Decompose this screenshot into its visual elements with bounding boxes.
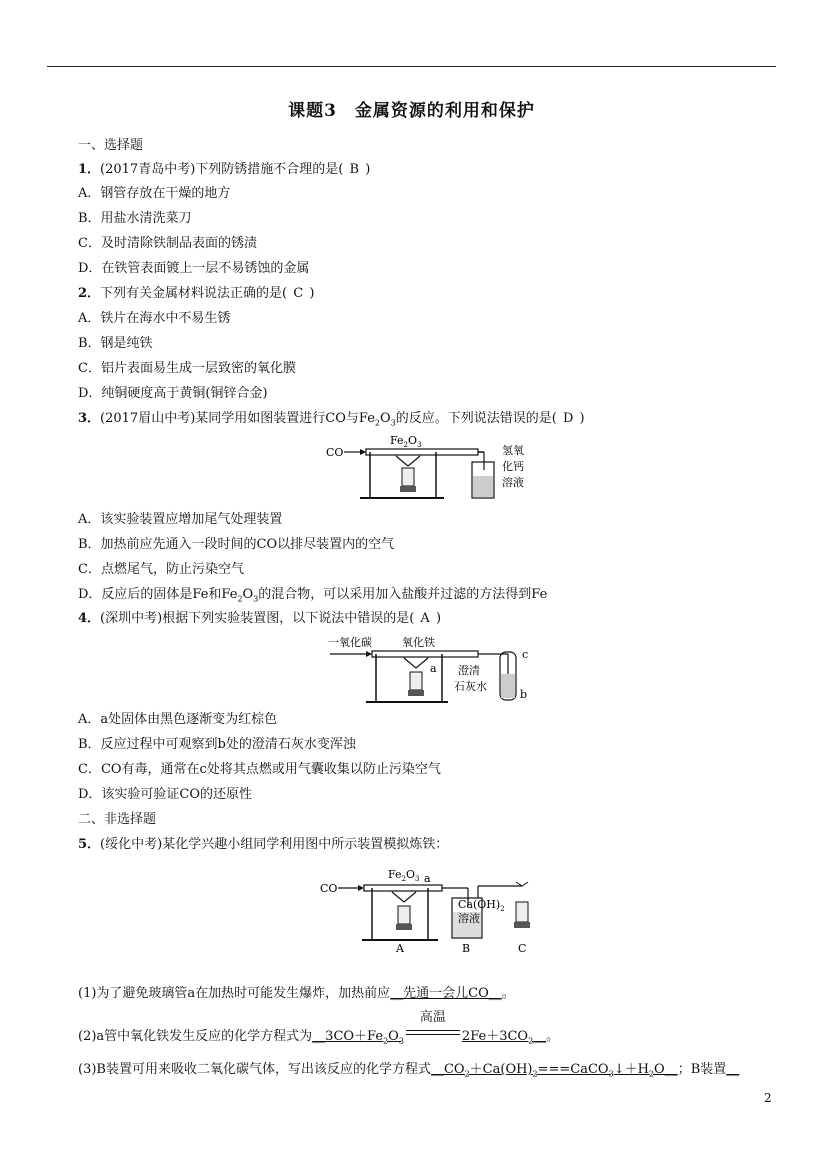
svg-text:Fe2O3: $Fe_2O_3$ <box>388 868 420 883</box>
paren-close: ) <box>579 411 585 426</box>
paren-close: ) <box>435 611 442 626</box>
question-stem: 下列有关金属材料说法正确的是( <box>100 286 288 301</box>
question-number: 2． <box>78 286 101 301</box>
option-a: A．钢管存放在干燥的地方 <box>78 186 231 201</box>
answer-equation: $\_\_CO_2+Ca(OH)_2===CaCO_3↓+H_2O\_\_$ <box>430 1062 678 1079</box>
q5-part-2: (2)a管中氧化铁发生反应的化学方程式为$\_\_3CO+Fe_2O_3$ 高温 $2Fe+3CO_2\_\_$。 <box>78 1010 560 1046</box>
svg-text:澄清: 澄清 <box>458 664 480 677</box>
answer: A <box>420 611 430 626</box>
section-heading-choice: 一、选择题 <box>78 138 144 153</box>
question-stem: (绥化中考)某化学兴趣小组同学利用图中所示装置模拟炼铁： <box>100 837 449 852</box>
svg-text:CO: CO <box>320 882 338 895</box>
svg-text:氢氧: 氢氧 <box>502 444 524 457</box>
question-number: 1． <box>78 162 101 177</box>
header-rule <box>47 66 776 67</box>
paren-close: ) <box>365 162 371 177</box>
option-b: B．钢是纯铁 <box>78 336 153 351</box>
option-c: C．铝片表面易生成一层致密的氧化膜 <box>78 361 296 376</box>
question-number: 3． <box>78 411 101 426</box>
paren-close: ) <box>309 286 315 301</box>
option-c: C．点燃尾气，防止污染空气 <box>78 562 244 577</box>
question-number: 4． <box>78 611 101 626</box>
question-2 <box>78 286 314 302</box>
question-3: 3．(2017眉山中考)某同学用如图装置进行CO与$Fe_2O_3$的反应。下列说法错误的是( D ) <box>78 411 585 428</box>
option-b: B．用盐水清洗菜刀 <box>78 211 192 226</box>
option-a: A．a处固体由黑色逐渐变为红棕色 <box>78 712 278 727</box>
svg-text:溶液: 溶液 <box>502 476 524 489</box>
svg-text:B: B <box>462 942 471 954</box>
svg-text:化钙: 化钙 <box>502 460 524 473</box>
svg-text:溶液: 溶液 <box>458 912 480 925</box>
question-stem: (2017青岛中考)下列防锈措施不合理的是( <box>100 162 344 177</box>
option-d: D．反应后的固体是Fe和$Fe_2O_3$的混合物，可以采用加入盐酸并过滤的方法得到Fe <box>78 587 548 604</box>
svg-text:a: a <box>424 872 431 885</box>
svg-text:c: c <box>522 648 529 661</box>
apparatus-figure-q4 <box>326 632 531 707</box>
svg-text:b: b <box>520 688 528 701</box>
question-1 <box>78 162 370 178</box>
question-4 <box>78 611 441 627</box>
option-b: B．加热前应先通入一段时间的CO以排尽装置内的空气 <box>78 537 395 552</box>
svg-text:a: a <box>430 662 437 675</box>
option-d: D．该实验可验证CO的还原性 <box>78 787 253 802</box>
option-a: A．铁片在海水中不易生锈 <box>78 311 231 326</box>
answer: B <box>349 162 360 177</box>
section-heading-nonchoice: 二、非选择题 <box>78 812 157 827</box>
q5-part-1: (1)为了避免玻璃管a在加热时可能发生爆炸，加热前应__先通一会儿CO__。 <box>78 986 515 1001</box>
fig-label-fe2o3: $Fe_2O_3$ <box>390 434 422 449</box>
svg-text:A: A <box>396 942 404 954</box>
answer: C <box>293 286 304 301</box>
reaction-condition: 高温 <box>404 1024 462 1040</box>
q5-part-3: (3)B装置可用来吸收二氧化碳气体，写出该反应的化学方程式$\_\_CO_2+Ca(OH)_2===CaCO_3↓+H_2O\_\_$；B装置__ <box>78 1062 740 1079</box>
answer-equation: $\_\_3CO+Fe_2O_3$ <box>312 1029 404 1046</box>
option-c: C．CO有毒，通常在c处将其点燃或用气囊收集以防止污染空气 <box>78 762 441 777</box>
fig-label-co: CO <box>326 446 344 459</box>
svg-text:氧化铁: 氧化铁 <box>402 636 435 649</box>
option-a: A．该实验装置应增加尾气处理装置 <box>78 512 283 527</box>
page-title: 课题3 金属资源的利用和保护 <box>288 101 535 121</box>
svg-text:石灰水: 石灰水 <box>454 680 487 693</box>
question-5 <box>78 837 448 853</box>
svg-text:C: C <box>518 942 527 954</box>
option-c: C．及时清除铁制品表面的锈渍 <box>78 236 257 251</box>
option-d: D．纯铜硬度高于黄铜(铜锌合金) <box>78 386 268 401</box>
apparatus-figure-q5 <box>318 862 550 954</box>
answer-blank: __先通一会儿CO__ <box>390 986 502 1001</box>
option-b: B．反应过程中可观察到b处的澄清石灰水变浑浊 <box>78 737 356 752</box>
apparatus-figure-q3 <box>324 434 544 504</box>
svg-text:Ca(OH)2: $Ca(OH)_2$ <box>458 898 505 913</box>
question-stem: (2017眉山中考)某同学用如图装置进行CO与Fe <box>100 411 375 426</box>
svg-text:一氧化碳: 一氧化碳 <box>328 636 372 649</box>
option-d: D．在铁管表面镀上一层不易锈蚀的金属 <box>78 261 310 276</box>
answer: D <box>562 411 574 426</box>
question-stem: (深圳中考)根据下列实验装置图，以下说法中错误的是( <box>100 611 415 626</box>
page-number: 2 <box>764 1091 772 1105</box>
question-number: 5． <box>78 837 101 852</box>
